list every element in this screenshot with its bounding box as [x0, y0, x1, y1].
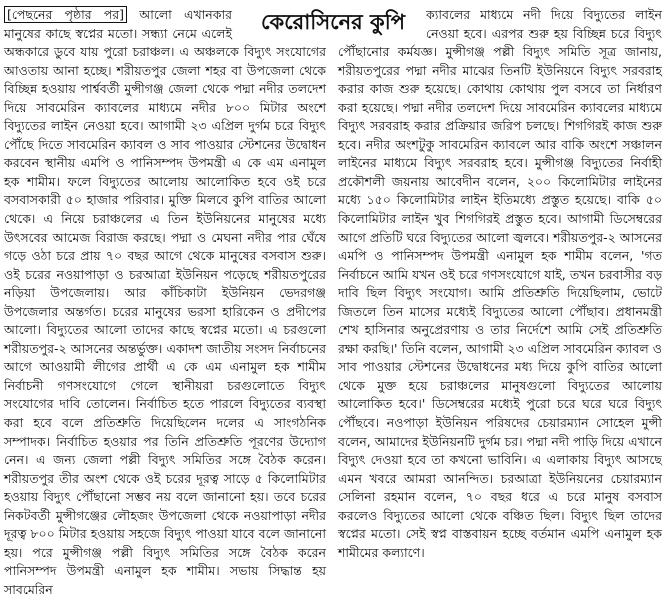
continued-from-label: [পেছনের পৃষ্ঠার পর] — [4, 6, 127, 23]
article-column-left — [4, 6, 326, 600]
article-body-left: আলো এখানকার মানুষের কাছে স্বপ্নের মতো। সন্ধ্যা নেমে এলেই অন্ধকারে ডুবে যায় পুরো চরাঞ্চল। এ অঞ্চলকে বিদ্যুৎ সংযোগের আওতায় আনা হচ্ছে। শরীয়তপুর জেলা শহর বা উপজেলা থেকে বিচ্ছিন্ন হওয়ায় পার্শ্ববর্তী মুন্সীগঞ্জ জেলা থেকে পদ্মা নদীর তলদেশ দিয়ে সাবমেরিন ক্যাবলের মাধ্যমে নদীর ৮০০ মিটার অংশে বিদ্যুতের লাইন নেওয়া হবে। আগামী ২৩ এপ্রিল দুর্গম চরে বিদ্যুৎ পৌঁছে দিতে সাবমেরিন ক্যাবল ও সাব পাওয়ার স্টেশনের উদ্বোধন করবেন স্থানীয় এমপি ও পানিসম্পদ উপমন্ত্রী এ কে এম এনামুল হক শামীম। ফলে বিদ্যুতের আলোয় আলোকিত হবে ওই চরে বসবাসকারী ৫০ হাজার পরিবার। মুক্তি মিলবে কুপি বাতির আলো থেকে। এ নিয়ে চরাঞ্চলের এ তিন ইউনিয়নের মানুষের মধ্যে উৎসবের আমেজ বিরাজ করছে। পদ্মা ও মেঘনা নদীর পার ঘেঁষে গড়ে ওঠা চরে প্রায় ৭০ বছর আগে থেকে মানুষের বসবাস শুরু। ওই চরের নওয়াপাড়া ও চরআত্রা ইউনিয়ন পড়েছে শরীয়তপুরের নড়িয়া উপজেলায়। আর কাঁচিকাটা ইউনিয়ন ভেদরগঞ্জ উপজেলার অন্তর্গত। চরের মানুষের ভরসা হারিকেন ও প্রদীপের আলো। বিদ্যুতের আলো তাদের কাছে স্বপ্নের মতো। এ চরগুলো শরীয়তপুর-২ আসনের অন্তর্ভুক্ত। একাদশ জাতীয় সংসদ নির্বাচনের আগে আওয়ামী লীগের প্রার্থী এ কে এম এনামুল হক শামীম নির্বাচনী গণসংযোগে গেলে স্থানীয়রা চরগুলোতে বিদ্যুৎ সংযোগের দাবি তোলেন। নির্বাচিত হতে পারলে বিদ্যুতের ব্যবস্থা করা হবে বলে প্রতিশ্রুতি দিয়েছিলেন দলের এ সাংগঠনিক সম্পাদক। নির্বাচিত হওয়ার পর তিনি প্রতিশ্রুতি পূরণের উদ্যোগ নেন। এ জন্য জেলা পল্লী বিদ্যুৎ সমিতির সঙ্গে বৈঠক করেন। শরীয়তপুর তীর অংশ থেকে ওই চরের দূরত্ব সাড়ে ৫ কিলোমিটার হওয়ায় বিদ্যুৎ পৌঁছানো সম্ভব নয় বলে জানানো হয়। তবে চরের নিকটবর্তী মুন্সীগঞ্জের লৌহজং উপজেলা থেকে নওয়াপাড়া নদীর দূরত্ব ৮০০ মিটার হওয়ায় সহজে বিদ্যুৎ পাওয়া যাবে বলে জানানো হয়। পরে মুন্সীগঞ্জ পল্লী বিদ্যুৎ সমিতির সঙ্গে বৈঠক করেন পানিসম্পদ উপমন্ত্রী এনামুল হক শামীম। সভায় সিদ্ধান্ত হয় সাবমেরিন — [4, 7, 326, 597]
article-column-right — [338, 6, 662, 562]
article-body-right: ক্যাবলের মাধ্যমে নদী দিয়ে বিদ্যুতের লাইন নেওয়া হবে। এরপর শুরু হয় বিচ্ছিন্ন চরে বিদ্যুৎ পৌঁছানোর কর্মযজ্ঞ। মুন্সীগঞ্জ পল্লী বিদ্যুৎ সমিতি সূত্র জানায়, শরীয়তপুরের পদ্মা নদীর মাঝের তিনটি ইউনিয়নে বিদ্যুৎ সরবরাহ করার কাজ শুরু হয়েছে। কোথায় কোথায় পুল বসবে তা নির্ধারণ করা হয়েছে। পদ্মা নদীর তলদেশ দিয়ে সাবমেরিন ক্যাবলের মাধ্যমে বিদ্যুৎ সরবরাহ করার প্রক্রিয়ার জরিপ চলছে। শিগগিরই কাজ শুরু হবে। নদীর অংশটুকু সাবমেরিন ক্যাবলে আর বাকি অংশে সঞ্চালন লাইনের মাধ্যমে বিদ্যুৎ সরবরাহ হবে। মুন্সীগঞ্জ বিদ্যুতের নির্বাহী প্রকৌশলী জয়নায় আবেদীন বলেন, ২০০ কিলোমিটার লাইনের মধ্যে ১৫০ কিলোমিটার লাইন ইতিমধ্যে প্রস্তুত হয়েছে। বাকি ৫০ কিলোমিটার লাইন খুব শিগগিরই প্রস্তুত হবে। আগামী ডিসেম্বরের আগে প্রতিটি ঘরে বিদ্যুতের আলো জ্বলবে। শরীয়তপুর-২ আসনের এমপি ও পানিসম্পদ উপমন্ত্রী এনামুল হক শামীম বলেন, 'গত নির্বাচনে আমি যখন ওই চরে গণসংযোগে যাই, তখন চরবাসীর বড় দাবি ছিল বিদ্যুৎ সংযোগ। আমি প্রতিশ্রুতি দিয়েছিলাম, ভোটে জিতলে তিন মাসের মধ্যেই বিদ্যুতের আলো পৌঁছাব। প্রধানমন্ত্রী শেখ হাসিনার অনুপ্রেরণায় ও তার নির্দেশে আমি সেই প্রতিশ্রুতি রক্ষা করছি।' তিনি বলেন, আগামী ২৩ এপ্রিল সাবমেরিন ক্যাবল ও সাব পাওয়ার স্টেশনের উদ্বোধনের মধ্য দিয়ে কুপি বাতির আলো থেকে মুক্ত হয়ে চরাঞ্চলের মানুষগুলো বিদ্যুতের আলোয় আলোকিত হবে।' ডিসেম্বরের মধ্যেই পুরো চরে ঘরে ঘরে বিদ্যুৎ পৌঁছবে। নওপাড়া ইউনিয়ন পরিষদের চেয়ারম্যান সোহেল মুন্সী বলেন, আমাদের ইউনিয়নটি দুর্গম চর। পদ্মা নদী পাড়ি দিয়ে এখানে বিদ্যুৎ দেওয়া হবে তা কখনো ভাবিনি। এ এলাকায় বিদ্যুৎ আসছে এমন খবরে আমরা আনন্দিত। চরআত্রা ইউনিয়নের চেয়ারম্যান সেলিনা রহমান বলেন, ৭০ বছর ধরে এ চরে মানুষ বসবাস করলেও বিদ্যুতের আলো থেকে বঞ্চিত ছিল। বিদ্যুৎ ছিল তাদের স্বপ্নের মতো। সেই স্বপ্ন বাস্তবায়ন হচ্ছে বর্তমান এমপি এনামুল হক শামীমের কল্যাণে। — [338, 7, 662, 560]
article-paragraph-left — [4, 6, 326, 600]
article-headline: কেরোসিনের কুপি — [240, 6, 426, 38]
